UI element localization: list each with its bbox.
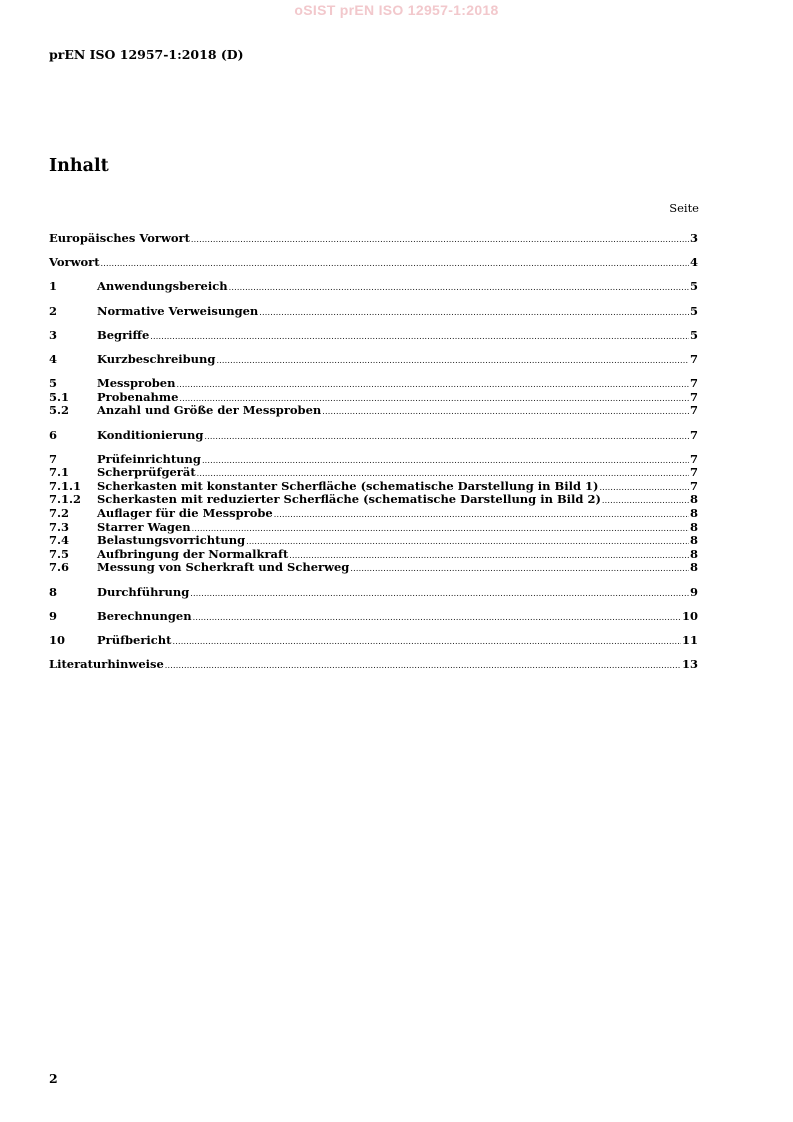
toc-entry-page: 5 xyxy=(689,279,698,294)
toc-entry-page: 8 xyxy=(689,546,698,561)
toc-entry-page: 7 xyxy=(689,451,698,466)
dot-leader xyxy=(101,257,689,271)
toc-entry-title: Aufbringung der Normalkraft xyxy=(97,546,289,561)
toc-entry[interactable] xyxy=(49,586,698,600)
toc-entry-number: 7.1 xyxy=(49,465,70,480)
dot-leader xyxy=(350,562,689,576)
toc-heading: Inhalt xyxy=(49,156,109,176)
toc-entry-title: Messproben xyxy=(97,376,176,391)
dot-leader xyxy=(190,587,689,601)
toc-entry[interactable] xyxy=(49,329,698,343)
toc-entry-title: Durchführung xyxy=(97,584,190,599)
toc-entry-page: 11 xyxy=(681,633,698,647)
toc-entry-number: 9 xyxy=(49,608,58,623)
toc-entry-title: Europäisches Vorwort xyxy=(49,231,190,245)
toc-entry-page: 7 xyxy=(689,478,698,493)
toc-entry-page: 4 xyxy=(689,255,698,270)
toc-entry-number: 7.1.1 xyxy=(49,478,82,493)
toc-entry[interactable] xyxy=(49,634,698,648)
toc-entry-page: 7 xyxy=(689,427,698,442)
page-number: 2 xyxy=(49,1071,58,1086)
toc-entry-title: Literaturhinweise xyxy=(49,657,164,672)
toc-entry[interactable] xyxy=(49,429,698,443)
toc-entry[interactable] xyxy=(49,521,698,535)
toc-entry-title: Prüfbericht xyxy=(97,633,172,647)
toc-entry-number: 7 xyxy=(49,451,58,466)
toc-entry-page: 7 xyxy=(689,351,698,366)
dot-leader xyxy=(165,659,681,673)
dot-leader xyxy=(191,233,689,247)
toc-entry-number: 7.6 xyxy=(49,560,70,575)
toc-entry-page: 8 xyxy=(689,533,698,548)
dot-leader xyxy=(204,430,689,444)
toc-entry-number: 3 xyxy=(49,327,58,342)
toc-entry-number: 7.5 xyxy=(49,546,70,561)
toc-entry-number: 7.2 xyxy=(49,506,70,521)
toc-entry-page: 7 xyxy=(689,389,698,404)
toc-entry-title: Belastungsvorrichtung xyxy=(97,533,246,548)
watermark: oSIST prEN ISO 12957-1:2018 xyxy=(294,2,499,18)
toc-entry[interactable] xyxy=(49,377,698,391)
dot-leader xyxy=(192,522,689,536)
toc-entry-number: 5 xyxy=(49,376,58,391)
toc-entry-page: 8 xyxy=(689,560,698,575)
toc-entry[interactable] xyxy=(49,658,698,672)
toc-entry-page: 3 xyxy=(689,231,698,245)
toc-entry-title: Anwendungsbereich xyxy=(97,279,228,294)
toc-entry-page: 13 xyxy=(681,657,698,672)
toc-entry-page: 5 xyxy=(689,303,698,318)
toc-entry-number: 7.3 xyxy=(49,519,70,534)
toc-entry-page: 7 xyxy=(689,465,698,480)
dot-leader xyxy=(216,354,689,368)
dot-leader xyxy=(202,454,689,468)
dot-leader xyxy=(322,405,689,419)
toc-entry-title: Konditionierung xyxy=(97,427,204,442)
toc-entry[interactable] xyxy=(49,353,698,367)
toc-entry[interactable] xyxy=(49,610,698,624)
toc-entry-number: 2 xyxy=(49,303,58,318)
toc-entry-page: 9 xyxy=(689,584,698,599)
toc-entry-title: Vorwort xyxy=(49,255,100,270)
toc-entry[interactable] xyxy=(49,480,698,494)
toc-entry[interactable] xyxy=(49,453,698,467)
toc-entry[interactable] xyxy=(49,466,698,480)
toc-entry[interactable] xyxy=(49,232,698,246)
toc-entry[interactable] xyxy=(49,280,698,294)
toc-entry[interactable] xyxy=(49,534,698,548)
toc-entry-title: Begriffe xyxy=(97,327,150,342)
toc-entry-title: Auflager für die Messprobe xyxy=(97,506,273,521)
toc-entry-title: Messung von Scherkraft und Scherweg xyxy=(97,560,350,575)
toc-entry-number: 4 xyxy=(49,351,58,366)
toc-entry-title: Prüfeinrichtung xyxy=(97,451,201,466)
dot-leader xyxy=(259,306,689,320)
toc-entry-number: 5.2 xyxy=(49,403,70,418)
dot-leader xyxy=(176,378,689,392)
toc-entry[interactable] xyxy=(49,256,698,270)
toc-entry-number: 7.1.2 xyxy=(49,492,82,507)
toc-entry-page: 5 xyxy=(689,327,698,342)
toc-entry-title: Berechnungen xyxy=(97,608,192,623)
toc-entry-title: Anzahl und Größe der Messproben xyxy=(97,403,322,418)
dot-leader xyxy=(150,330,689,344)
dot-leader xyxy=(602,494,689,508)
dot-leader xyxy=(274,508,689,522)
toc-entry-page: 8 xyxy=(689,519,698,534)
toc-entry-number: 6 xyxy=(49,427,58,442)
toc-entry-title: Probenahme xyxy=(97,389,179,404)
toc-entry-page: 8 xyxy=(689,506,698,521)
toc-entry-number: 10 xyxy=(49,633,66,647)
toc-entry-title: Scherkasten mit konstanter Scherfläche (schematische Darstellung in Bild 1) xyxy=(97,478,599,493)
toc-entry-number: 7.4 xyxy=(49,533,70,548)
toc-entry-page: 10 xyxy=(681,608,698,623)
toc-entry[interactable] xyxy=(49,391,698,405)
toc-entry-title: Starrer Wagen xyxy=(97,519,191,534)
toc-entry-page: 8 xyxy=(689,492,698,507)
toc-entry[interactable] xyxy=(49,561,698,575)
toc-entry-title: Scherkasten mit reduzierter Scherfläche (schematische Darstellung in Bild 2) xyxy=(97,492,601,507)
toc-entry-number: 5.1 xyxy=(49,389,70,404)
toc-entry-title: Scherprüfgerät xyxy=(97,465,196,480)
toc-entry[interactable] xyxy=(49,548,698,562)
toc-entry[interactable] xyxy=(49,507,698,521)
toc-entry-page: 7 xyxy=(689,403,698,418)
page-column-label: Seite xyxy=(669,201,699,215)
toc-entry-number: 8 xyxy=(49,584,58,599)
toc-entry-number: 1 xyxy=(49,279,58,294)
toc-entry-page: 7 xyxy=(689,376,698,391)
toc-entry[interactable] xyxy=(49,493,698,507)
toc-entry-title: Normative Verweisungen xyxy=(97,303,259,318)
dot-leader xyxy=(289,549,689,563)
toc-entry[interactable] xyxy=(49,305,698,319)
table-of-contents xyxy=(49,232,698,672)
toc-entry-title: Kurzbeschreibung xyxy=(97,351,216,366)
dot-leader xyxy=(172,635,681,649)
dot-leader xyxy=(229,281,689,295)
document-identifier: prEN ISO 12957-1:2018 (D) xyxy=(49,47,244,62)
dot-leader xyxy=(246,535,689,549)
dot-leader xyxy=(193,611,681,625)
toc-entry[interactable] xyxy=(49,404,698,418)
dot-leader xyxy=(599,481,689,495)
